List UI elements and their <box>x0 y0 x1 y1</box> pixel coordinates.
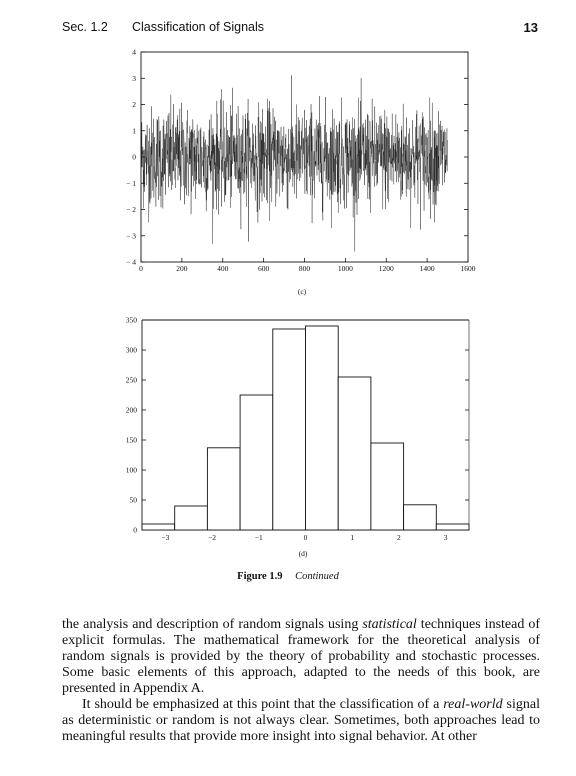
histogram-bar <box>404 505 437 530</box>
histogram-bar <box>306 326 339 530</box>
sublabel-d: (d) <box>298 549 308 558</box>
y-tick-label: 300 <box>125 345 137 355</box>
y-tick-label: − 3 <box>126 231 136 241</box>
histogram-bar <box>273 329 306 530</box>
page-number: 13 <box>523 20 538 35</box>
paragraph-2 <box>62 697 540 745</box>
x-tick-label: 0 <box>303 533 308 542</box>
y-tick-label: 4 <box>132 47 136 57</box>
paragraph-2-part-a: It should be emphasized at this point that the classification of a <box>82 697 444 712</box>
paragraph-2-emphasis: real-world <box>443 697 503 712</box>
x-tick-label: 2 <box>397 533 401 542</box>
x-tick-label: 1000 <box>337 264 353 273</box>
noise-plot-c <box>126 48 476 274</box>
histogram-bar <box>175 506 208 530</box>
x-tick-label: 1600 <box>460 264 476 273</box>
x-tick-label: 0 <box>139 264 143 273</box>
y-tick-label: 250 <box>125 375 137 385</box>
paragraph-1 <box>62 617 540 697</box>
y-tick-label: 3 <box>132 73 136 83</box>
y-tick-label: 0 <box>132 152 136 162</box>
histogram-plot-d <box>126 316 469 543</box>
histogram-bar <box>142 524 175 530</box>
x-tick-label: 400 <box>217 264 229 273</box>
paragraph-1-part-a: the analysis and description of random signals using <box>62 617 363 632</box>
figure-caption <box>0 571 576 582</box>
x-tick-label: 1 <box>350 533 355 542</box>
y-tick-label: 0 <box>133 525 137 535</box>
x-tick-label: 1400 <box>419 264 435 273</box>
x-tick-label: 3 <box>443 533 448 542</box>
y-tick-label: − 2 <box>126 205 136 214</box>
caption-text: Continued <box>295 571 339 582</box>
paragraph-1-part-b: techniques instead of explicit formulas. The mathematical framework for the theoretical analysis of random signals is provided by the theory of probability and stochastic processes. Some basic elements of this approach, adapted to the needs of this book, are presented in Appendix A. <box>62 617 541 696</box>
noise-series-line <box>141 75 447 251</box>
x-tick-label: 1200 <box>378 264 394 273</box>
y-tick-label: 1 <box>132 126 136 136</box>
paragraph-1-emphasis: statistical <box>362 617 417 632</box>
section-number: Sec. 1.2 <box>62 20 108 34</box>
y-tick-label: 50 <box>129 495 137 505</box>
x-tick-label: −1 <box>254 533 263 542</box>
histogram-bar <box>371 443 404 530</box>
x-tick-label: −2 <box>208 533 217 542</box>
caption-label: Figure 1.9 <box>237 571 283 582</box>
x-tick-label: 200 <box>176 264 188 273</box>
y-tick-label: 2 <box>132 100 136 109</box>
paragraph-2-part-b: signal as deterministic or random is not always clear. Sometimes, both approaches lead to meaningful results that provide more insight into signal behavior. At other <box>62 697 540 744</box>
histogram-bar <box>240 395 273 530</box>
x-tick-label: 600 <box>258 264 270 273</box>
section-title: Classification of Signals <box>132 20 265 34</box>
y-tick-label: − 4 <box>126 257 136 267</box>
body-text <box>62 617 540 745</box>
y-tick-label: 150 <box>125 435 137 445</box>
y-tick-label: 100 <box>125 465 137 475</box>
y-tick-label: − 1 <box>126 178 136 188</box>
y-tick-label: 200 <box>125 405 137 415</box>
histogram-bar <box>436 524 469 530</box>
x-tick-label: 800 <box>298 264 311 273</box>
sublabel-c: (c) <box>297 287 307 296</box>
histogram-bar <box>207 448 240 530</box>
histogram-bar <box>338 377 371 530</box>
y-tick-label: 350 <box>125 315 137 325</box>
x-tick-label: −3 <box>161 533 170 542</box>
